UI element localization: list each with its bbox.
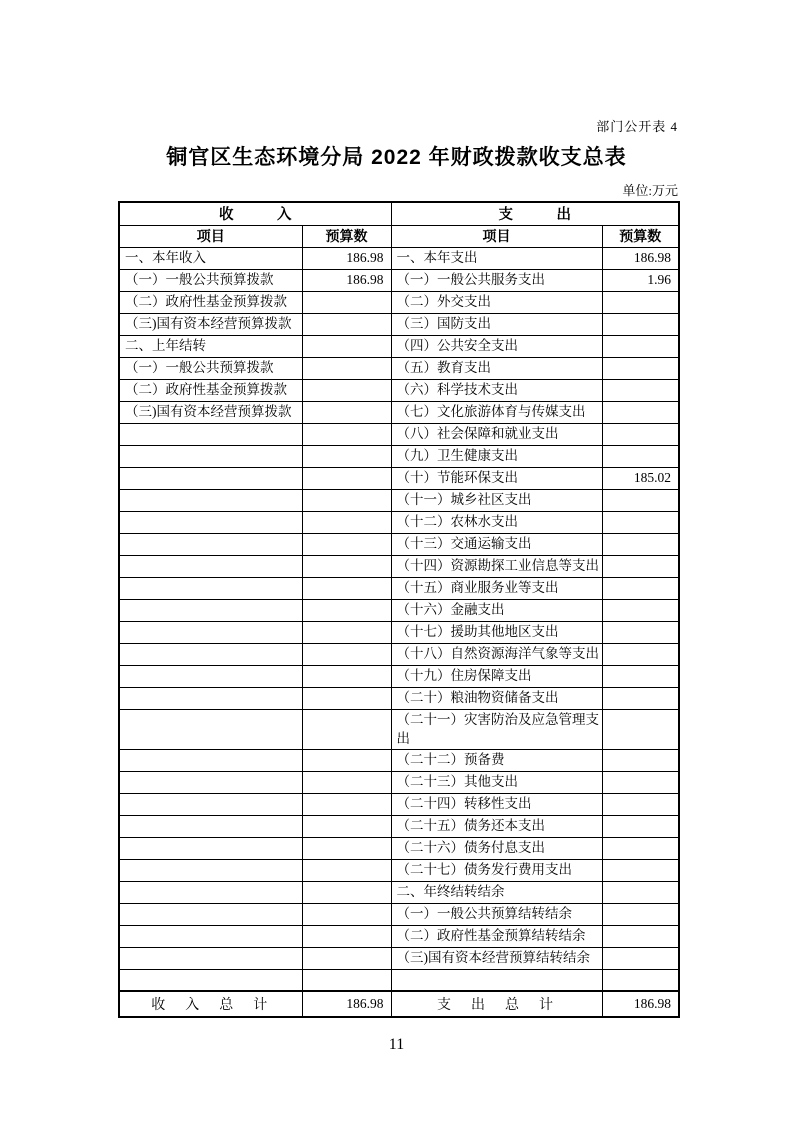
expense-value-cell — [602, 665, 679, 687]
expense-item-column-header: 项目 — [391, 225, 602, 247]
budget-table — [118, 201, 680, 1018]
income-value-cell — [302, 793, 391, 815]
expense-item-cell: （二十四）转移性支出 — [391, 793, 602, 815]
section-header-row — [119, 202, 679, 225]
expense-item-cell: （七）文化旅游体育与传媒支出 — [391, 401, 602, 423]
income-value-cell — [302, 599, 391, 621]
income-value-cell — [302, 709, 391, 749]
income-value-cell — [302, 335, 391, 357]
income-item-cell — [119, 577, 302, 599]
expense-item-cell: （四）公共安全支出 — [391, 335, 602, 357]
expense-value-cell — [602, 881, 679, 903]
income-value-cell — [302, 467, 391, 489]
income-item-cell — [119, 489, 302, 511]
income-item-cell — [119, 925, 302, 947]
income-item-cell: （三)国有资本经营预算拨款 — [119, 401, 302, 423]
expense-item-cell: （五）教育支出 — [391, 357, 602, 379]
income-item-cell: （一）一般公共预算拨款 — [119, 269, 302, 291]
income-total-label: 收 入 总 计 — [119, 991, 302, 1017]
page-title: 铜官区生态环境分局 2022 年财政拨款收支总表 — [166, 146, 627, 169]
expense-item-cell: （十八）自然资源海洋气象等支出 — [391, 643, 602, 665]
expense-value-cell — [602, 533, 679, 555]
expense-value-cell — [602, 335, 679, 357]
income-item-cell — [119, 815, 302, 837]
expense-item-cell: （二十一）灾害防治及应急管理支出 — [391, 709, 602, 749]
table-row — [119, 709, 679, 749]
form-number-label: 部门公开表 4 — [596, 119, 678, 134]
expense-value-cell — [602, 859, 679, 881]
table-row — [119, 379, 679, 401]
income-value-cell — [302, 771, 391, 793]
expense-value-cell — [602, 401, 679, 423]
expense-item-cell: （二十）粮油物资储备支出 — [391, 687, 602, 709]
expense-item-cell: （二）政府性基金预算结转结余 — [391, 925, 602, 947]
table-row — [119, 269, 679, 291]
income-item-cell — [119, 423, 302, 445]
income-value-cell: 186.98 — [302, 269, 391, 291]
table-row — [119, 445, 679, 467]
expense-value-cell — [602, 423, 679, 445]
table-row — [119, 577, 679, 599]
expense-value-cell — [602, 379, 679, 401]
income-item-cell — [119, 749, 302, 771]
table-row — [119, 947, 679, 969]
income-item-cell — [119, 621, 302, 643]
income-value-cell — [302, 903, 391, 925]
income-value-cell — [302, 925, 391, 947]
expense-value-cell — [602, 837, 679, 859]
income-item-cell — [119, 599, 302, 621]
expense-item-cell — [391, 969, 602, 991]
expense-value-cell — [602, 969, 679, 991]
income-item-cell — [119, 511, 302, 533]
table-row — [119, 467, 679, 489]
expense-item-cell: （十三）交通运输支出 — [391, 533, 602, 555]
income-item-cell — [119, 445, 302, 467]
expense-budget-column-header: 预算数 — [602, 225, 679, 247]
income-value-cell — [302, 533, 391, 555]
unit-note: 单位:万元 — [622, 183, 678, 198]
expense-item-cell: 一、本年支出 — [391, 247, 602, 269]
table-row — [119, 793, 679, 815]
income-budget-column-header: 预算数 — [302, 225, 391, 247]
income-value-cell — [302, 357, 391, 379]
expense-item-cell: （十五）商业服务业等支出 — [391, 577, 602, 599]
expense-value-cell: 186.98 — [602, 247, 679, 269]
income-value-cell — [302, 313, 391, 335]
expense-item-cell: （二十七）债务发行费用支出 — [391, 859, 602, 881]
expense-value-cell — [602, 599, 679, 621]
expense-value-cell — [602, 555, 679, 577]
expense-item-cell: （二十五）债务还本支出 — [391, 815, 602, 837]
expense-value-cell — [602, 793, 679, 815]
expense-item-cell: （二十二）预备费 — [391, 749, 602, 771]
income-value-cell — [302, 291, 391, 313]
income-item-cell — [119, 687, 302, 709]
table-row — [119, 771, 679, 793]
income-item-cell: 一、本年收入 — [119, 247, 302, 269]
expense-item-cell: （二）外交支出 — [391, 291, 602, 313]
expense-item-cell: （三）国防支出 — [391, 313, 602, 335]
income-value-cell — [302, 947, 391, 969]
expense-value-cell — [602, 903, 679, 925]
income-item-cell — [119, 881, 302, 903]
expense-value-cell — [602, 709, 679, 749]
expense-value-cell — [602, 749, 679, 771]
expense-value-cell — [602, 771, 679, 793]
expense-value-cell — [602, 577, 679, 599]
expense-item-cell: （三)国有资本经营预算结转结余 — [391, 947, 602, 969]
expense-value-cell — [602, 357, 679, 379]
expense-value-cell — [602, 445, 679, 467]
expense-value-cell — [602, 621, 679, 643]
expense-value-cell — [602, 511, 679, 533]
table-row — [119, 247, 679, 269]
table-row — [119, 291, 679, 313]
income-value-cell — [302, 577, 391, 599]
expense-item-cell: （九）卫生健康支出 — [391, 445, 602, 467]
expense-total-value: 186.98 — [602, 991, 679, 1017]
expense-section-header: 支 出 — [391, 202, 679, 225]
income-value-cell — [302, 749, 391, 771]
income-value-cell — [302, 837, 391, 859]
income-item-cell: （二）政府性基金预算拨款 — [119, 291, 302, 313]
income-section-header: 收 入 — [119, 202, 391, 225]
expense-item-cell: （十二）农林水支出 — [391, 511, 602, 533]
income-value-cell — [302, 379, 391, 401]
income-item-cell: （一）一般公共预算拨款 — [119, 357, 302, 379]
expense-item-cell: （十）节能环保支出 — [391, 467, 602, 489]
income-value-cell — [302, 621, 391, 643]
table-row — [119, 859, 679, 881]
expense-value-cell — [602, 925, 679, 947]
table-row — [119, 335, 679, 357]
expense-item-cell: （十一）城乡社区支出 — [391, 489, 602, 511]
table-row — [119, 665, 679, 687]
income-value-cell — [302, 489, 391, 511]
table-row — [119, 903, 679, 925]
income-item-cell — [119, 969, 302, 991]
income-value-cell — [302, 555, 391, 577]
expense-item-cell: （一）一般公共预算结转结余 — [391, 903, 602, 925]
income-item-cell — [119, 709, 302, 749]
expense-value-cell: 185.02 — [602, 467, 679, 489]
expense-item-cell: （二十六）债务付息支出 — [391, 837, 602, 859]
table-row — [119, 749, 679, 771]
income-value-cell — [302, 401, 391, 423]
expense-item-cell: （十九）住房保障支出 — [391, 665, 602, 687]
income-item-cell: （二）政府性基金预算拨款 — [119, 379, 302, 401]
income-item-cell — [119, 947, 302, 969]
table-row — [119, 837, 679, 859]
expense-item-cell: （十六）金融支出 — [391, 599, 602, 621]
table-row — [119, 969, 679, 991]
expense-item-cell: （一）一般公共服务支出 — [391, 269, 602, 291]
expense-value-cell: 1.96 — [602, 269, 679, 291]
income-item-cell — [119, 533, 302, 555]
income-item-cell — [119, 903, 302, 925]
income-value-cell — [302, 687, 391, 709]
income-item-cell — [119, 859, 302, 881]
expense-item-cell: 二、年终结转结余 — [391, 881, 602, 903]
income-item-cell: 二、上年结转 — [119, 335, 302, 357]
income-value-cell — [302, 423, 391, 445]
expense-value-cell — [602, 687, 679, 709]
table-row — [119, 401, 679, 423]
income-value-cell — [302, 511, 391, 533]
income-value-cell — [302, 665, 391, 687]
expense-total-label: 支 出 总 计 — [391, 991, 602, 1017]
income-value-cell — [302, 643, 391, 665]
table-row — [119, 555, 679, 577]
income-value-cell — [302, 815, 391, 837]
income-value-cell — [302, 881, 391, 903]
expense-value-cell — [602, 947, 679, 969]
expense-value-cell — [602, 815, 679, 837]
expense-value-cell — [602, 291, 679, 313]
expense-item-cell: （八）社会保障和就业支出 — [391, 423, 602, 445]
column-header-row — [119, 225, 679, 247]
income-value-cell — [302, 859, 391, 881]
table-row — [119, 313, 679, 335]
table-row — [119, 533, 679, 555]
table-row — [119, 621, 679, 643]
income-item-cell: （三)国有资本经营预算拨款 — [119, 313, 302, 335]
total-row — [119, 991, 679, 1017]
expense-value-cell — [602, 643, 679, 665]
income-item-cell — [119, 555, 302, 577]
table-row — [119, 423, 679, 445]
income-value-cell — [302, 445, 391, 467]
table-row — [119, 687, 679, 709]
table-row — [119, 815, 679, 837]
table-row — [119, 881, 679, 903]
table-row — [119, 925, 679, 947]
expense-item-cell: （十四）资源勘探工业信息等支出 — [391, 555, 602, 577]
income-item-cell — [119, 467, 302, 489]
page-number: 11 — [388, 1036, 405, 1053]
income-value-cell: 186.98 — [302, 247, 391, 269]
table-row — [119, 599, 679, 621]
income-item-cell — [119, 643, 302, 665]
expense-item-cell: （六）科学技术支出 — [391, 379, 602, 401]
table-row — [119, 489, 679, 511]
expense-value-cell — [602, 313, 679, 335]
income-item-cell — [119, 665, 302, 687]
income-value-cell — [302, 969, 391, 991]
income-total-value: 186.98 — [302, 991, 391, 1017]
expense-item-cell: （二十三）其他支出 — [391, 771, 602, 793]
expense-item-cell: （十七）援助其他地区支出 — [391, 621, 602, 643]
expense-value-cell — [602, 489, 679, 511]
income-item-column-header: 项目 — [119, 225, 302, 247]
table-row — [119, 357, 679, 379]
income-item-cell — [119, 771, 302, 793]
income-item-cell — [119, 837, 302, 859]
income-item-cell — [119, 793, 302, 815]
table-row — [119, 643, 679, 665]
table-row — [119, 511, 679, 533]
